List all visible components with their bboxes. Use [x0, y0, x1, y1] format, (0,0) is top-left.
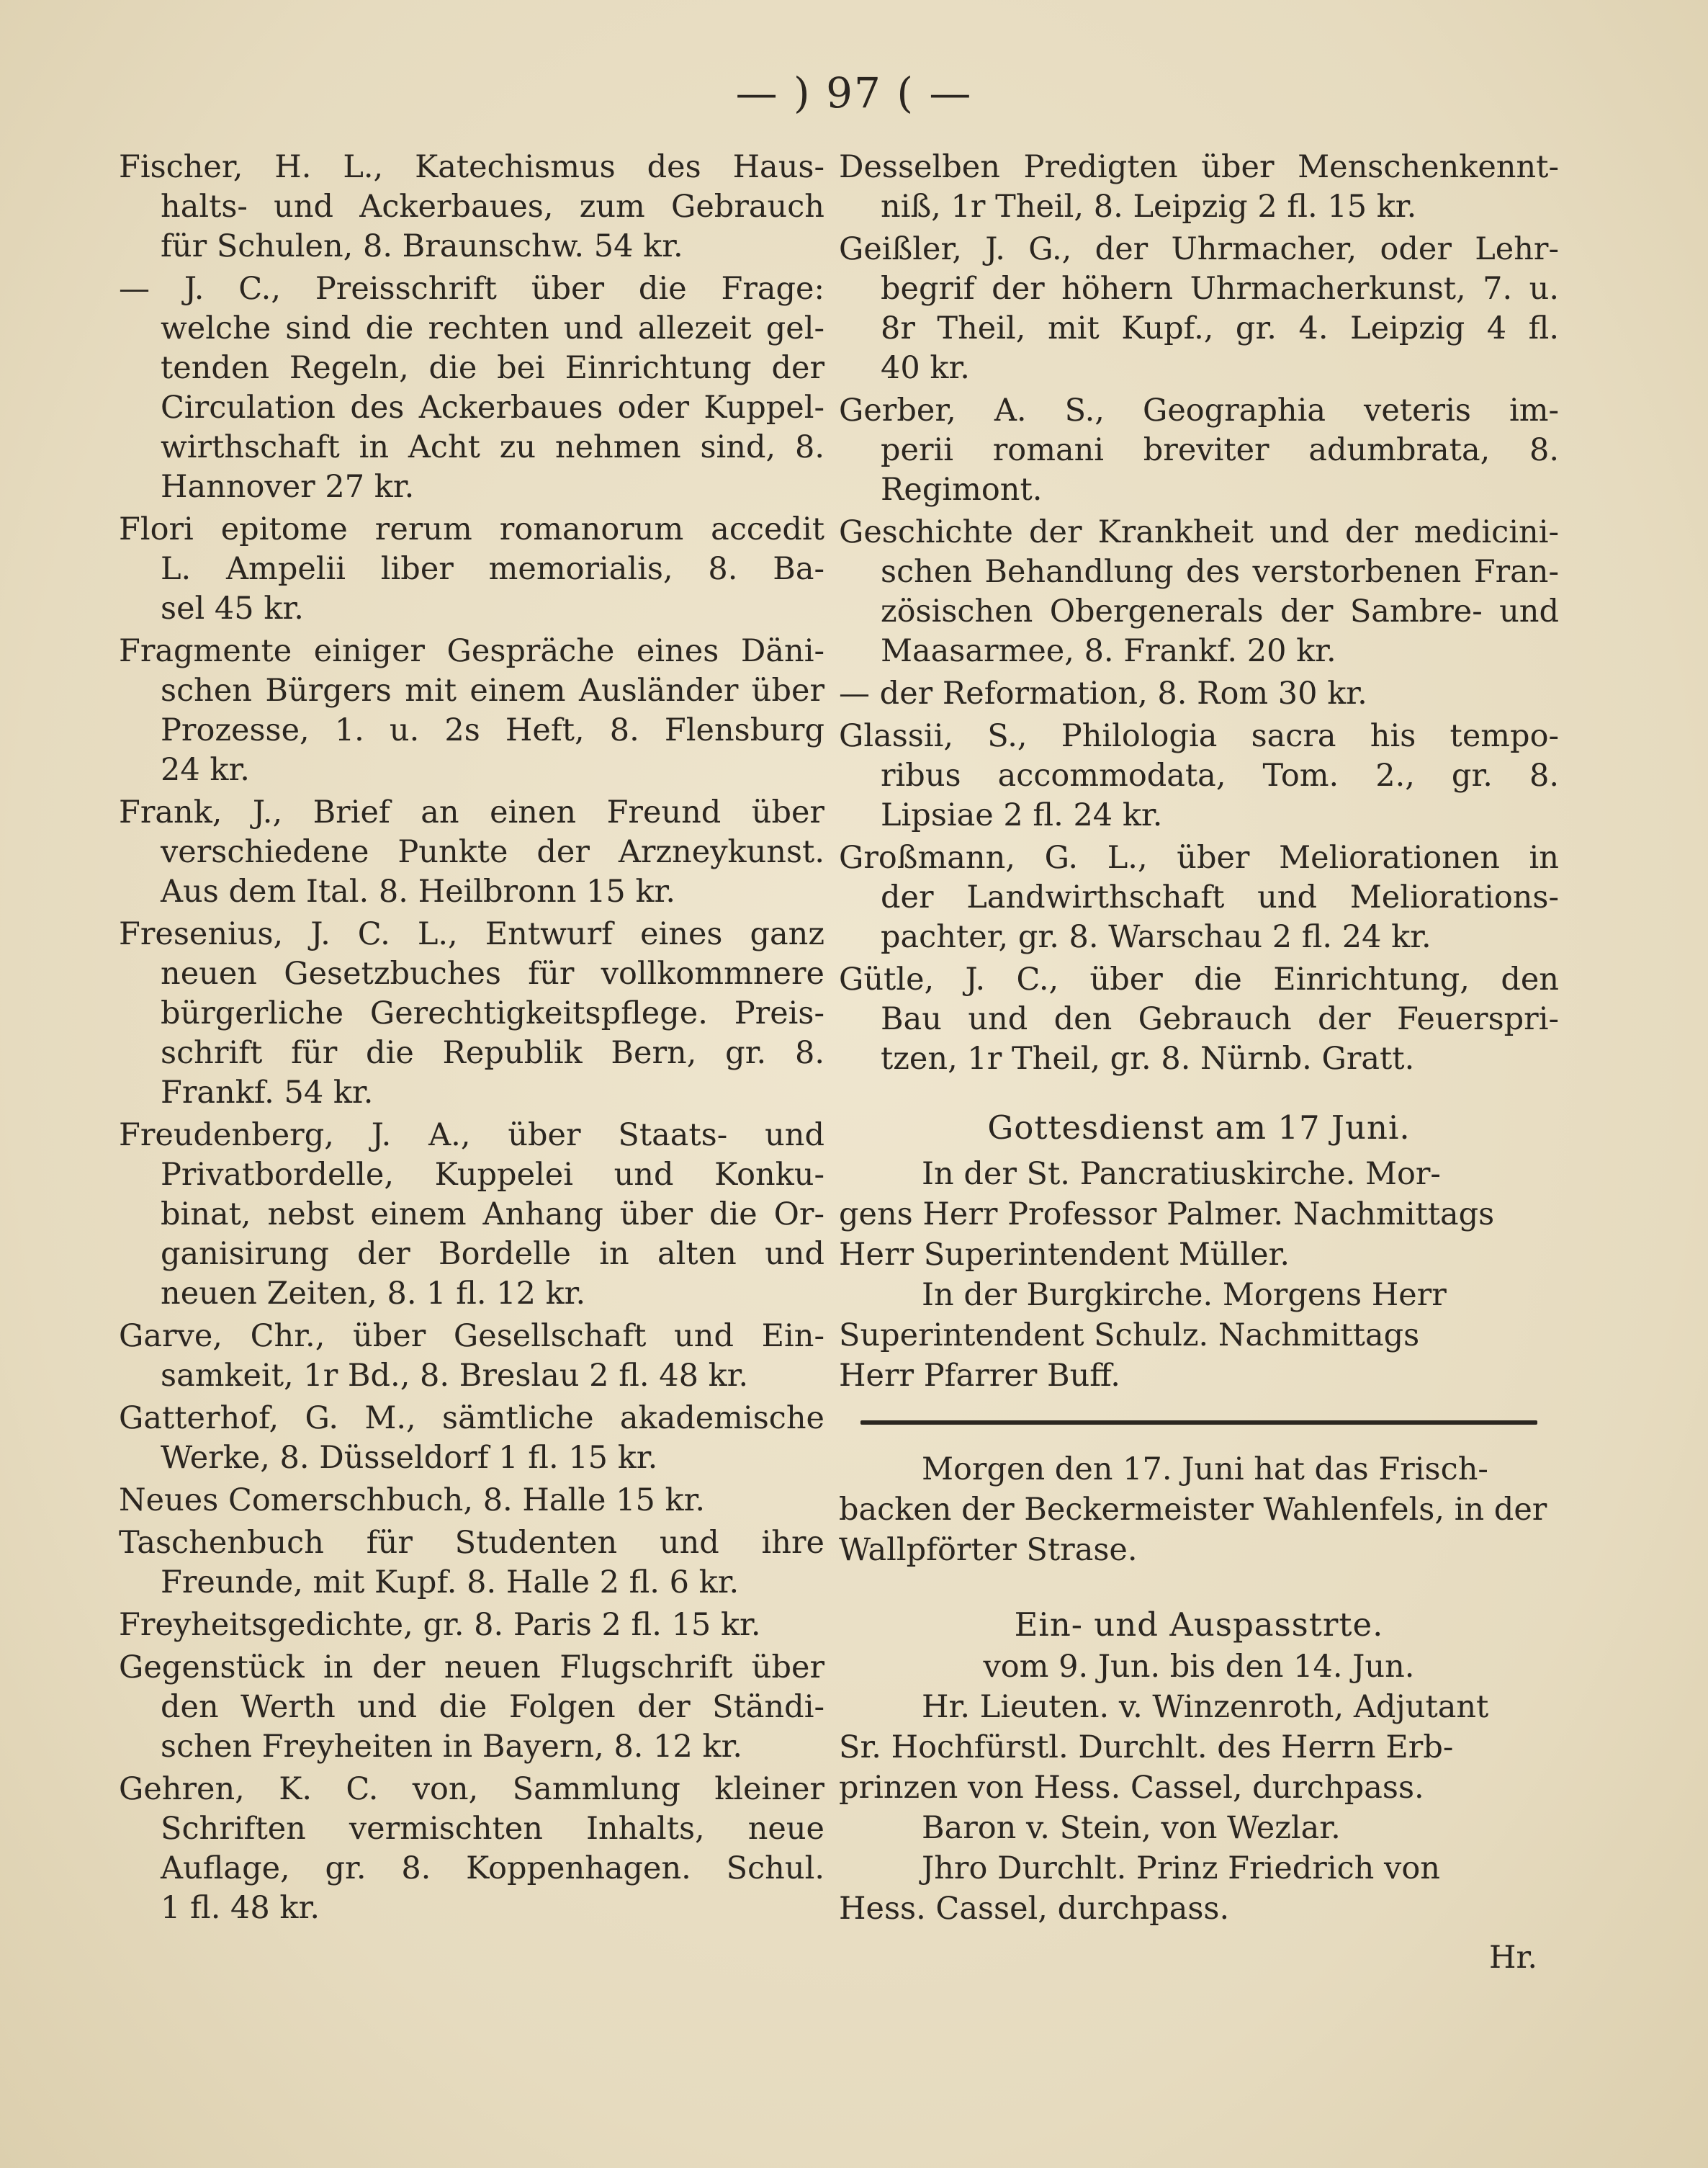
book-entry-line: neuen Zeiten, 8. 1 fl. 12 kr. — [161, 1276, 586, 1312]
book-entry-line: Bau und den Gebrauch der Feuerspri- — [881, 1001, 1559, 1037]
service-paragraph — [839, 1154, 1559, 1275]
service-title: Gottesdienst am 17 Juni. — [987, 1108, 1411, 1147]
book-entry-line: tenden Regeln, die bei Einrichtung der — [161, 350, 824, 386]
book-entry-line: ribus accommodata, Tom. 2., gr. 8. — [881, 758, 1559, 794]
book-entry-line: Maasarmee, 8. Frankf. 20 kr. — [881, 633, 1336, 669]
book-entry-line: den Werth und die Folgen der Ständi- — [161, 1689, 824, 1725]
book-entry-line: ganisirung der Bordelle in alten und — [161, 1236, 824, 1272]
book-entry-line: schen Bürgers mit einem Ausländer über — [161, 673, 824, 709]
pass-entry — [839, 1687, 1559, 1808]
book-entry — [119, 793, 824, 912]
pass-entry — [839, 1848, 1559, 1929]
book-entry-line: der Landwirthschaft und Meliorations- — [881, 879, 1559, 915]
book-entry-line: Prozesse, 1. u. 2s Heft, 8. Flensburg — [161, 712, 824, 748]
book-entry — [119, 269, 824, 507]
book-entry-line: schen Behandlung des verstorbenen Fran- — [881, 554, 1559, 590]
book-entry-line: schen Freyheiten in Bayern, 8. 12 kr. — [161, 1729, 743, 1765]
book-entry-line: Hannover 27 kr. — [161, 469, 415, 505]
book-entry-line: 40 kr. — [881, 350, 970, 386]
book-entry — [119, 915, 824, 1113]
book-entry-line: Garve, Chr., über Gesellschaft und Ein- — [119, 1318, 824, 1354]
service-paragraph-line: Superintendent Schulz. Nachmittags — [839, 1317, 1420, 1353]
notice-line: backen der Beckermeister Wahlenfels, in der — [839, 1492, 1547, 1528]
book-entry — [119, 1648, 824, 1767]
book-entry — [119, 1605, 824, 1645]
book-entry-line: Gatterhof, G. M., sämtliche akademische — [119, 1400, 824, 1436]
catchword: Hr. — [1489, 1940, 1537, 1976]
book-entry-line: halts- und Ackerbaues, zum Gebrauch — [161, 189, 824, 225]
book-entry-line: Großmann, G. L., über Meliorationen in — [839, 840, 1559, 876]
book-entry-line: schrift für die Republik Bern, gr. 8. — [161, 1035, 824, 1071]
book-entry-line: tzen, 1r Theil, gr. 8. Nürnb. Gratt. — [881, 1041, 1415, 1077]
book-entry — [119, 1770, 824, 1928]
book-entry — [839, 960, 1559, 1079]
service-paragraph-line: In der Burgkirche. Morgens Herr — [922, 1277, 1447, 1313]
pass-entry-line: prinzen von Hess. Cassel, durchpass. — [839, 1770, 1424, 1806]
page-number-header: — ) 97 ( — — [735, 68, 973, 117]
service-paragraph-line: gens Herr Professor Palmer. Nachmittags — [839, 1196, 1495, 1232]
book-entry — [119, 1116, 824, 1314]
book-entry-line: Frank, J., Brief an einen Freund über — [119, 794, 824, 830]
book-entry-line: 8r Theil, mit Kupf., gr. 4. Leipzig 4 fl. — [881, 310, 1559, 346]
book-list-right — [839, 148, 1559, 1079]
book-entry — [119, 1523, 824, 1603]
book-entry-line: — der Reformation, 8. Rom 30 kr. — [839, 676, 1367, 712]
book-entry — [839, 717, 1559, 836]
book-entry-line: Circulation des Ackerbaues oder Kuppel- — [161, 390, 824, 426]
book-entry-line: Gütle, J. C., über die Einrichtung, den — [839, 962, 1559, 998]
passes-title: Ein- und Auspasstrte. — [1014, 1605, 1384, 1644]
book-entry — [839, 513, 1559, 671]
service-paragraphs — [839, 1154, 1559, 1396]
book-entry — [119, 1399, 824, 1478]
pass-entry-line: Sr. Hochfürstl. Durchlt. des Herrn Erb- — [839, 1729, 1454, 1765]
book-entry-line: Glassii, S., Philologia sacra his tempo- — [839, 718, 1559, 754]
passes-subtitle — [839, 1647, 1559, 1687]
book-entry-line: Desselben Predigten über Menschenkennt- — [839, 149, 1559, 185]
book-entry-line: Aus dem Ital. 8. Heilbronn 15 kr. — [161, 874, 676, 910]
book-entry-line: Schriften vermischten Inhalts, neue — [161, 1811, 824, 1847]
book-entry-line: verschiedene Punkte der Arzneykunst. — [161, 834, 824, 870]
pass-entry-line: Jhro Durchlt. Prinz Friedrich von — [922, 1850, 1440, 1886]
book-entry-line: Freyheitsgedichte, gr. 8. Paris 2 fl. 15 kr. — [119, 1607, 761, 1643]
book-entry-line: Geschichte der Krankheit und der medicini- — [839, 514, 1559, 550]
pass-entry-line: Hess. Cassel, durchpass. — [839, 1891, 1230, 1927]
book-entry-line: Taschenbuch für Studenten und ihre — [119, 1525, 824, 1561]
book-entry-line: L. Ampelii liber memorialis, 8. Ba- — [161, 551, 824, 587]
book-entry-line: Privatbordelle, Kuppelei und Konku- — [161, 1157, 824, 1193]
book-entry-line: Flori epitome rerum romanorum accedit — [119, 511, 824, 547]
book-entry — [839, 391, 1559, 510]
book-entry-line: Lipsiae 2 fl. 24 kr. — [881, 797, 1163, 833]
book-entry-line: welche sind die rechten und allezeit gel- — [161, 310, 824, 346]
book-entry-line: samkeit, 1r Bd., 8. Breslau 2 fl. 48 kr. — [161, 1358, 749, 1394]
book-entry-line: 1 fl. 48 kr. — [161, 1890, 320, 1926]
book-entry — [119, 148, 824, 266]
book-entry — [119, 1481, 824, 1520]
pass-entry-line: Hr. Lieuten. v. Winzenroth, Adjutant — [922, 1689, 1489, 1725]
book-entry-line: Fischer, H. L., Katechismus des Haus- — [119, 149, 824, 185]
book-entry-line: für Schulen, 8. Braunschw. 54 kr. — [161, 228, 683, 264]
book-entry-line: Fragmente einiger Gespräche eines Däni- — [119, 633, 824, 669]
book-entry-line: Gegenstück in der neuen Flugschrift über — [119, 1649, 824, 1685]
book-entry — [839, 838, 1559, 957]
book-entry — [119, 632, 824, 790]
passes-subtitle-text: vom 9. Jun. bis den 14. Jun. — [983, 1649, 1415, 1685]
book-entry-line: sel 45 kr. — [161, 591, 304, 627]
book-entry-line: begrif der höhern Uhrmacherkunst, 7. u. — [881, 271, 1559, 307]
book-entry-line: pachter, gr. 8. Warschau 2 fl. 24 kr. — [881, 919, 1431, 955]
book-entry — [839, 148, 1559, 227]
book-entry-line: niß, 1r Theil, 8. Leipzig 2 fl. 15 kr. — [881, 189, 1417, 225]
book-entry-line: binat, nebst einem Anhang über die Or- — [161, 1196, 824, 1232]
bakery-notice — [839, 1449, 1559, 1570]
pass-entry — [839, 1808, 1559, 1848]
book-entry-line: 24 kr. — [161, 752, 250, 788]
book-entry-line: Freudenberg, J. A., über Staats- und — [119, 1117, 824, 1153]
book-entry-line: Auflage, gr. 8. Koppenhagen. Schul. — [161, 1850, 824, 1886]
pass-entry-line: Baron v. Stein, von Wezlar. — [922, 1810, 1341, 1846]
left-column — [119, 148, 824, 1931]
notice-line: Morgen den 17. Juni hat das Frisch- — [922, 1451, 1488, 1487]
book-entry-line: perii romani breviter adumbrata, 8. — [881, 432, 1559, 468]
book-entry-line: Fresenius, J. C. L., Entwurf eines ganz — [119, 916, 824, 952]
book-entry-line: Frankf. 54 kr. — [161, 1075, 374, 1111]
book-entry-line: wirthschaft in Acht zu nehmen sind, 8. — [161, 429, 824, 465]
book-entry — [119, 510, 824, 629]
book-entry-line: bürgerliche Gerechtigkeitspflege. Preis- — [161, 995, 824, 1031]
book-entry-line: zösischen Obergenerals der Sambre- und — [881, 593, 1559, 630]
book-entry — [839, 230, 1559, 388]
service-paragraph-line: In der St. Pancratiuskirche. Mor- — [922, 1156, 1441, 1192]
book-entry-line: Neues Comerschbuch, 8. Halle 15 kr. — [119, 1482, 706, 1518]
book-entry-line: Regimont. — [881, 472, 1043, 508]
book-entry-line: — J. C., Preisschrift über die Frage: — [119, 271, 824, 307]
service-paragraph-line: Herr Pfarrer Buff. — [839, 1358, 1120, 1394]
book-entry-line: Gerber, A. S., Geographia veteris im- — [839, 393, 1559, 429]
book-entry-line: Werke, 8. Düsseldorf 1 fl. 15 kr. — [161, 1440, 658, 1476]
notice-line: Wallpförter Strase. — [839, 1532, 1138, 1568]
book-entry-line: Gehren, K. C. von, Sammlung kleiner — [119, 1771, 824, 1807]
right-column — [839, 148, 1559, 1979]
book-entry — [119, 1317, 824, 1396]
passes-list — [839, 1687, 1559, 1929]
service-paragraph — [839, 1275, 1559, 1396]
section-divider — [860, 1420, 1537, 1425]
book-entry-line: neuen Gesetzbuches für vollkommnere — [161, 956, 824, 992]
book-entry-line: Freunde, mit Kupf. 8. Halle 2 fl. 6 kr. — [161, 1564, 740, 1600]
book-entry — [839, 674, 1559, 714]
service-paragraph-line: Herr Superintendent Müller. — [839, 1237, 1290, 1273]
book-entry-line: Geißler, J. G., der Uhrmacher, oder Lehr- — [839, 231, 1559, 267]
